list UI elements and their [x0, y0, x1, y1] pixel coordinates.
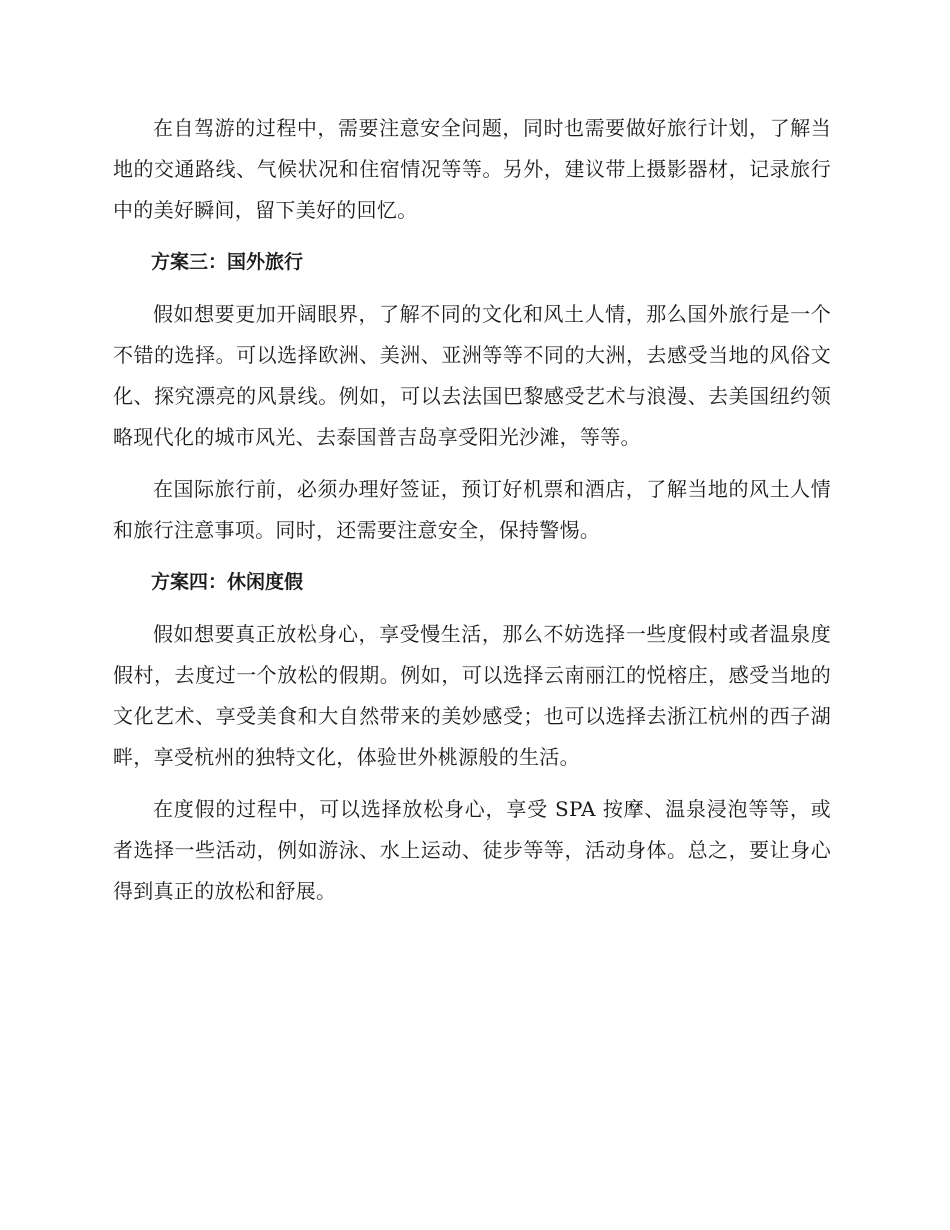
heading-plan-three: 方案三：国外旅行 — [151, 251, 304, 273]
document-body — [113, 108, 831, 923]
paragraph-abroad-tips: 在国际旅行前，必须办理好签证，预订好机票和酒店，了解当地的风土人情和旅行注意事项。同时，还需要注意安全，保持警惕。 — [113, 477, 831, 542]
paragraph-self-drive-tips: 在自驾游的过程中，需要注意安全问题，同时也需要做好旅行计划，了解当地的交通路线、气候状况和住宿情况等等。另外，建议带上摄影器材，记录旅行中的美好瞬间，留下美好的回忆。 — [113, 116, 831, 222]
paragraph-abroad-intro: 假如想要更加开阔眼界，了解不同的文化和风土人情，那么国外旅行是一个不错的选择。可以选择欧洲、美洲、亚洲等等不同的大洲，去感受当地的风俗文化、探究漂亮的风景线。例如，可以去法国巴黎感受艺术与浪漫、去美国纽约领略现代化的城市风光、去泰国普吉岛享受阳光沙滩，等等。 — [113, 302, 831, 449]
heading-plan-four: 方案四：休闲度假 — [151, 571, 304, 593]
paragraph-leisure-intro: 假如想要真正放松身心，享受慢生活，那么不妨选择一些度假村或者温泉度假村，去度过一个放松的假期。例如，可以选择云南丽江的悦榕庄，感受当地的文化艺术、享受美食和大自然带来的美妙感受；也可以选择去浙江杭州的西子湖畔，享受杭州的独特文化，体验世外桃源般的生活。 — [113, 622, 831, 769]
paragraph-leisure-tips: 在度假的过程中，可以选择放松身心，享受 SPA 按摩、温泉浸泡等等，或者选择一些活动，例如游泳、水上运动、徒步等等，活动身体。总之，要让身心得到真正的放松和舒展。 — [113, 797, 831, 903]
